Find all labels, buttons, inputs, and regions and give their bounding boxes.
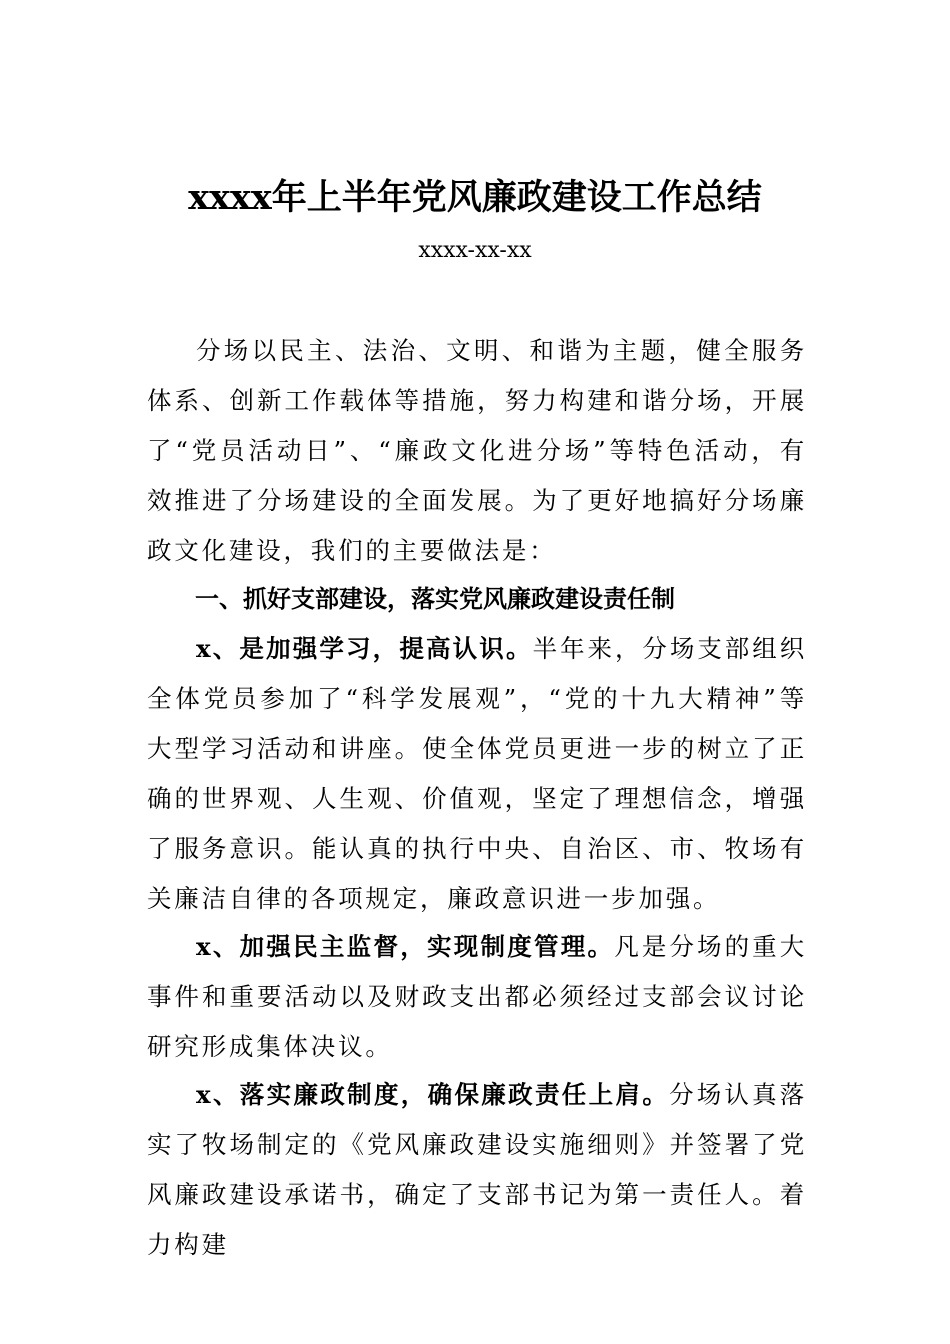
item-3-paragraph [147, 1070, 807, 1270]
item-1-text: 半年来，分场支部组织全体党员参加了“科学发展观”，“党的十九大精神”等大型学习活动和讲座。使全体党员更进一步的树立了正确的世界观、人生观、价值观，坚定了理想信念，增强了服务意识。能认真的执行中央、自治区、市、牧场有关廉洁自律的各项规定，廉政意识进一步加强。 [147, 634, 807, 913]
section-1-heading: 一、抓好支部建设，落实党风廉政建设责任制 [195, 585, 675, 613]
item-1-paragraph [147, 624, 807, 924]
item-3-text: 分场认真落实了牧场制定的《党风廉政建设实施细则》并签署了党风廉政建设承诺书，确定了支部书记为第一责任人。着力构建 [147, 1080, 807, 1259]
item-1-lead: x、是加强学习，提高认识。 [196, 634, 533, 663]
item-3-lead: x、落实廉政制度，确保廉政责任上肩。 [196, 1080, 670, 1109]
intro-paragraph: 分场以民主、法治、文明、和谐为主题，健全服务体系、创新工作载体等措施，努力构建和谐分场，开展了“党员活动日”、“廉政文化进分场”等特色活动，有效推进了分场建设的全面发展。为了更好地搞好分场廉政文化建设，我们的主要做法是： [147, 336, 807, 565]
item-2-text: 凡是分场的重大事件和重要活动以及财政支出都必须经过支部会议讨论研究形成集体决议。 [147, 932, 807, 1061]
document-date: xxxx-xx-xx [418, 238, 532, 263]
item-2-paragraph [147, 922, 807, 1072]
item-2-lead: x、加强民主监督，实现制度管理。 [196, 932, 615, 961]
document-title: xxxx年上半年党风廉政建设工作总结 [188, 177, 762, 218]
